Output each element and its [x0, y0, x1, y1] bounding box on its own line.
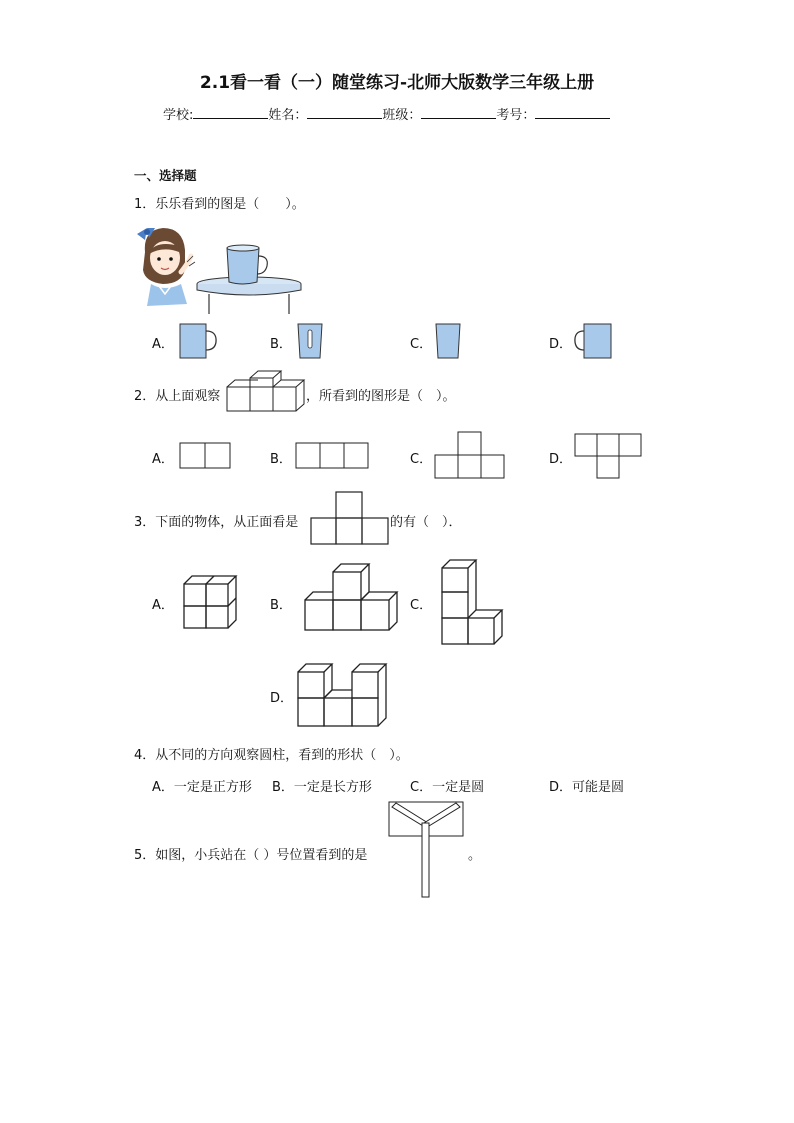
- girl-and-cup-illustration: [133, 222, 303, 317]
- number-label: 考号：: [496, 108, 536, 123]
- school-blank[interactable]: [193, 106, 268, 119]
- two-squares-icon[interactable]: [179, 442, 231, 470]
- cube-l-shape-icon[interactable]: [440, 558, 504, 646]
- question-4-text: 4．从不同的方向观察圆柱，看到的形状（ ）。: [134, 748, 409, 763]
- cube-stack-3d-icon: [226, 374, 304, 412]
- q2-option-b-label[interactable]: B．: [270, 452, 292, 467]
- question-2-text-after: ，所看到的图形是（ ）。: [306, 389, 456, 404]
- student-info-line: [163, 104, 610, 123]
- t-shape-up-icon[interactable]: [434, 431, 506, 479]
- section-heading: 一、选择题: [134, 168, 197, 183]
- cup-handle-front-icon[interactable]: [297, 322, 323, 360]
- name-blank[interactable]: [307, 106, 382, 119]
- cup-handle-right-icon[interactable]: [179, 322, 219, 360]
- front-view-t-shape-icon: [310, 491, 390, 546]
- cube-t-shape-icon[interactable]: [303, 562, 401, 634]
- question-3-text-before: 3．下面的物体，从正面看是: [134, 515, 299, 530]
- class-label: 班级：: [382, 108, 422, 123]
- q1-option-d-label[interactable]: D．: [549, 337, 573, 352]
- number-blank[interactable]: [535, 106, 610, 119]
- name-label: 姓名：: [268, 108, 308, 123]
- school-label: 学校:: [163, 108, 194, 123]
- y-shaped-signpost-icon: [388, 801, 464, 899]
- cube-block-2x2-icon[interactable]: [183, 575, 239, 631]
- page-title: 2.1看一看（一）随堂练习-北师大版数学三年级上册: [199, 73, 595, 93]
- q3-option-b-label[interactable]: B．: [270, 598, 292, 613]
- q2-option-a-label[interactable]: A．: [152, 452, 174, 467]
- t-shape-down-icon[interactable]: [574, 433, 642, 479]
- q4-option-a[interactable]: A．一定是正方形: [152, 780, 252, 795]
- q2-option-c-label[interactable]: C．: [410, 452, 433, 467]
- q1-option-a-label[interactable]: A．: [152, 337, 174, 352]
- q1-option-b-label[interactable]: B．: [270, 337, 292, 352]
- question-5-text-after: 。: [468, 848, 482, 863]
- girl-figure: [137, 228, 195, 306]
- class-blank[interactable]: [421, 106, 496, 119]
- question-2-text-before: 2．从上面观察: [134, 389, 221, 404]
- cup-no-handle-icon[interactable]: [435, 322, 461, 360]
- question-1-text: 1．乐乐看到的图是（ ）。: [134, 197, 305, 212]
- q2-option-d-label[interactable]: D．: [549, 452, 573, 467]
- q3-option-a-label[interactable]: A．: [152, 598, 174, 613]
- q3-option-c-label[interactable]: C．: [410, 598, 433, 613]
- q4-option-c[interactable]: C．一定是圆: [410, 780, 485, 795]
- question-3-text-after: 的有（ ）．: [390, 515, 462, 530]
- q1-option-c-label[interactable]: C．: [410, 337, 433, 352]
- cube-u-shape-icon[interactable]: [296, 660, 388, 728]
- q3-option-d-label[interactable]: D．: [270, 691, 294, 706]
- three-squares-row-icon[interactable]: [295, 442, 369, 470]
- cup-handle-left-icon[interactable]: [574, 322, 614, 360]
- q4-option-d[interactable]: D．可能是圆: [549, 780, 625, 795]
- q4-option-b[interactable]: B．一定是长方形: [272, 780, 372, 795]
- question-5-text-before: 5．如图，小兵站在（ ）号位置看到的是: [134, 848, 368, 863]
